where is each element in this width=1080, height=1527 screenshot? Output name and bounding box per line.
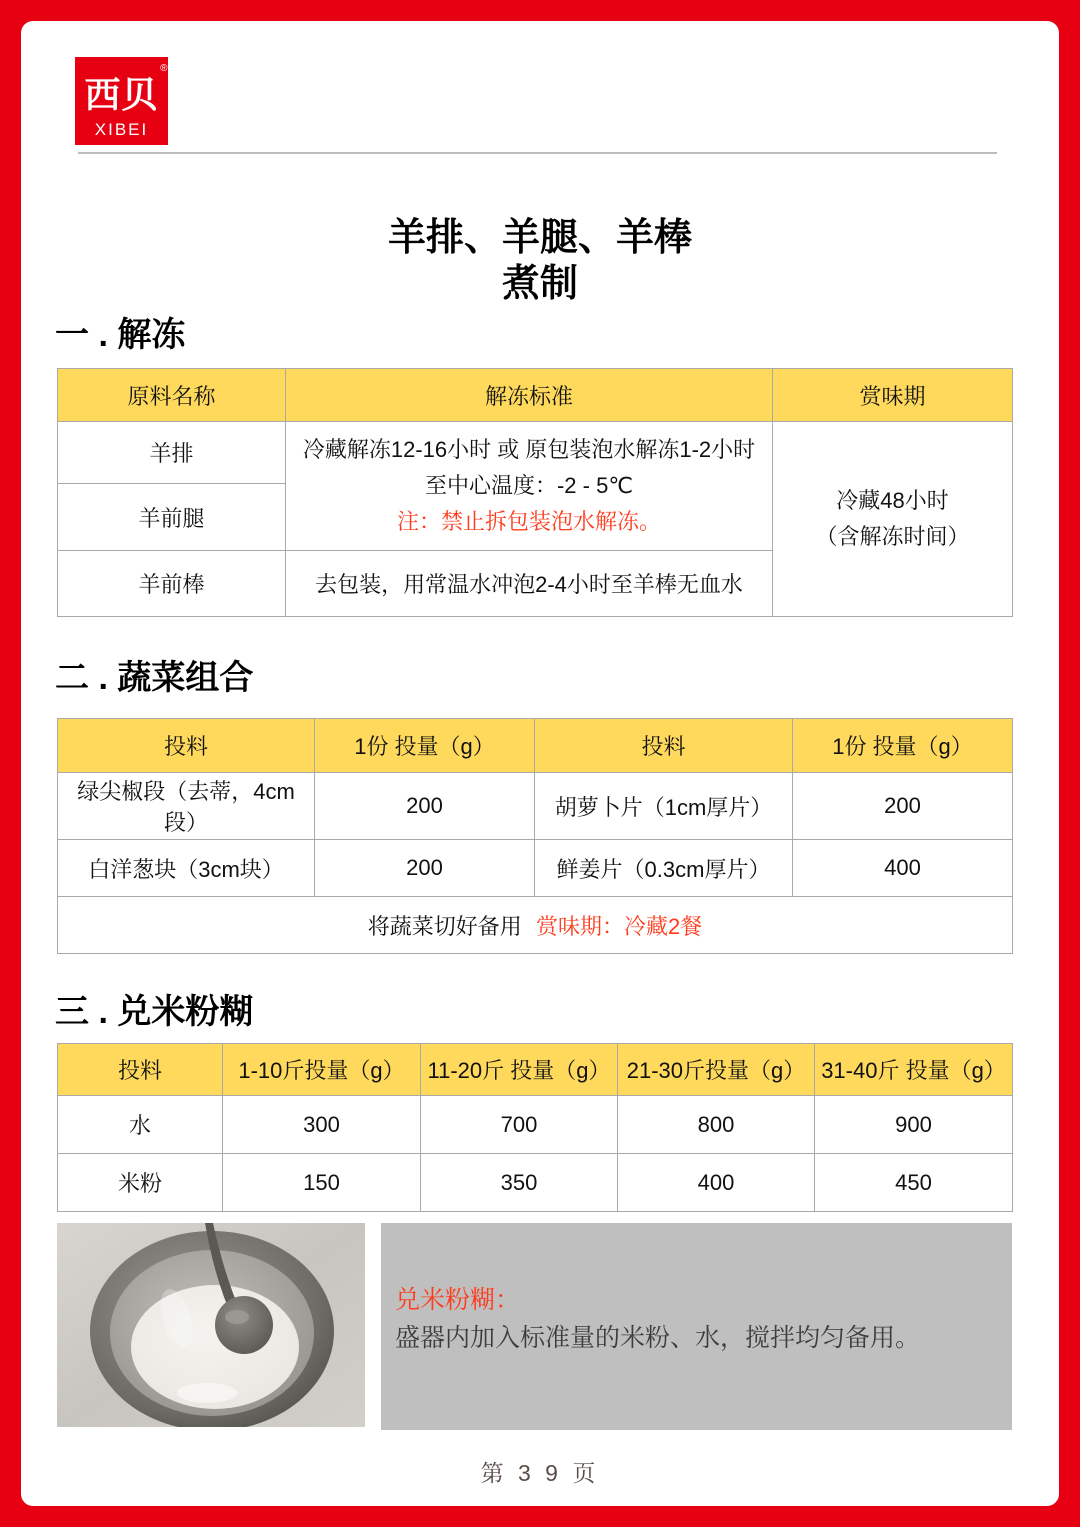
veg-name-cell: 胡萝卜片（1cm厚片）	[535, 773, 793, 840]
table-row	[58, 1096, 1013, 1154]
section3-heading: 三 . 兑米粉糊	[55, 993, 254, 1031]
registered-mark: ®	[160, 63, 169, 74]
note-title: 兑米粉糊：	[395, 1286, 521, 1314]
header-divider	[78, 152, 997, 154]
veg-qty-cell: 400	[793, 840, 1013, 897]
veg-name-cell: 鲜姜片（0.3cm厚片）	[535, 840, 793, 897]
veg-col-header-1: 投料	[58, 719, 315, 773]
standard-line1: 冷藏解冻12-16小时 或 原包装泡水解冻1-2小时	[302, 437, 756, 462]
veg-qty-cell: 200	[793, 773, 1013, 840]
defrost-table	[57, 368, 1013, 617]
defrost-col-header-ingredient: 原料名称	[58, 369, 286, 422]
bowl-illustration	[57, 1223, 365, 1427]
vegetable-table	[57, 718, 1013, 954]
paste-col-header-4: 21-30斤投量（g）	[618, 1044, 815, 1096]
paste-qty-cell: 150	[223, 1154, 421, 1212]
defrost-col-header-shelf-life: 赏味期	[773, 369, 1013, 422]
note-body: 盛器内加入标准量的米粉、水，搅拌均匀备用。	[395, 1324, 921, 1352]
logo-en-text: XIBEI	[94, 120, 149, 139]
paste-qty-cell: 450	[815, 1154, 1013, 1212]
veg-col-header-2: 1份 投量（g）	[315, 719, 535, 773]
section1-heading: 一 . 解冻	[55, 316, 186, 354]
table-row	[58, 840, 1013, 897]
paste-ingredient-cell: 米粉	[58, 1154, 223, 1212]
ingredient-cell: 羊排	[58, 422, 286, 484]
section2-heading: 二 . 蔬菜组合	[55, 659, 254, 697]
page-title-line1: 羊排、羊腿、羊棒	[387, 217, 692, 259]
standard-note: 注：禁止拆包装泡水解冻。	[396, 509, 661, 534]
veg-qty-cell: 200	[315, 840, 535, 897]
paste-qty-cell: 900	[815, 1096, 1013, 1154]
paste-qty-cell: 300	[223, 1096, 421, 1154]
paste-col-header-3: 11-20斤 投量（g）	[421, 1044, 618, 1096]
logo-cn-text: 西贝 ®	[84, 63, 169, 115]
veg-footer-shelf-life: 赏味期：冷藏2餐	[535, 913, 703, 939]
table-row	[58, 1154, 1013, 1212]
paste-qty-cell: 800	[618, 1096, 815, 1154]
veg-name-cell: 白洋葱块（3cm块）	[58, 840, 315, 897]
rice-paste-table	[57, 1043, 1013, 1212]
paste-qty-cell: 700	[421, 1096, 618, 1154]
paste-col-header-2: 1-10斤投量（g）	[223, 1044, 421, 1096]
paste-col-header-1: 投料	[58, 1044, 223, 1096]
veg-col-header-3: 投料	[535, 719, 793, 773]
standard-line2: 至中心温度：-2 - 5℃	[424, 473, 634, 498]
ingredient-cell: 羊前棒	[58, 551, 286, 617]
veg-col-header-4: 1份 投量（g）	[793, 719, 1013, 773]
veg-footer-cell	[58, 897, 1013, 954]
table-row	[58, 422, 1013, 484]
table-row	[58, 773, 1013, 840]
defrost-standard-cell	[286, 422, 773, 551]
paste-qty-cell: 400	[618, 1154, 815, 1212]
shelf-life-line2: （含解冻时间）	[815, 524, 970, 549]
paste-qty-cell: 350	[421, 1154, 618, 1212]
defrost-standard-row3-cell: 去包装，用常温水冲泡2-4小时至羊棒无血水	[286, 551, 773, 617]
shelf-life-line1: 冷藏48小时	[836, 488, 949, 513]
paste-col-header-5: 31-40斤 投量（g）	[815, 1044, 1013, 1096]
rice-paste-note-box	[381, 1223, 1012, 1430]
xibei-logo	[75, 57, 168, 145]
rice-paste-photo	[57, 1223, 365, 1427]
veg-qty-cell: 200	[315, 773, 535, 840]
veg-footer-plain: 将蔬菜切好备用	[367, 913, 522, 939]
ingredient-cell: 羊前腿	[58, 484, 286, 551]
table-row	[58, 897, 1013, 954]
shelf-life-cell	[773, 422, 1013, 617]
page-number: 第 3 9 页	[480, 1460, 600, 1486]
paste-ingredient-cell: 水	[58, 1096, 223, 1154]
veg-name-cell: 绿尖椒段（去蒂，4cm段）	[58, 773, 315, 840]
page-title-line2: 煮制	[501, 263, 578, 305]
defrost-col-header-standard: 解冻标准	[286, 369, 773, 422]
